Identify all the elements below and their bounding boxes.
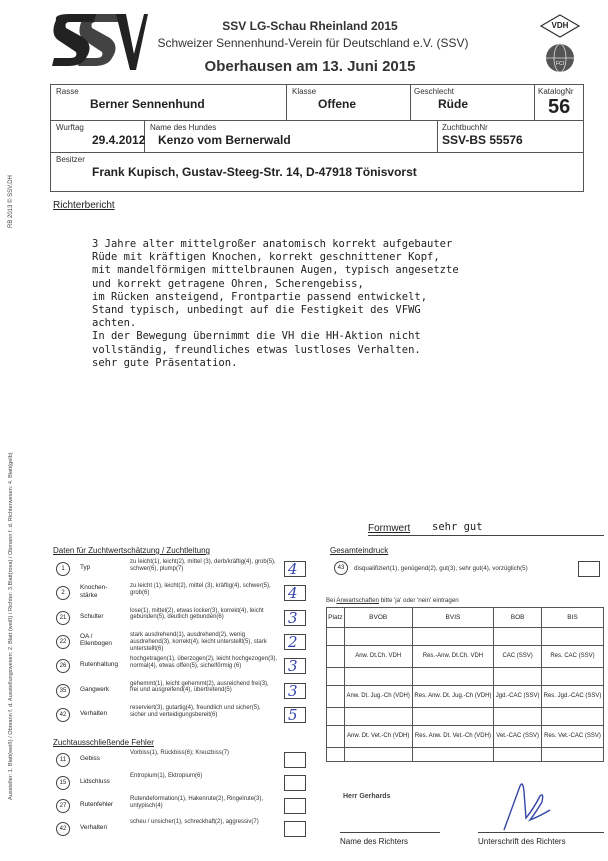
handwritten-mark: 4 <box>288 584 298 603</box>
table-cell[interactable] <box>494 708 542 726</box>
item-label: Lidschluss <box>80 778 110 785</box>
report-line: Stand typisch, unbedingt auf die Festigkeit des VFWG <box>92 304 421 317</box>
ssv-logo <box>50 12 148 74</box>
table-cell: Res.-Anw. Dt.Ch. VDH <box>412 646 494 668</box>
item-options: zu leicht (1), leicht(2), mittel (3), kräftig(4), schwer(5), grob(6) <box>130 583 271 597</box>
item-label: Rutenfehler <box>80 801 114 808</box>
formwert-label: Formwert <box>368 523 411 534</box>
gesamt-title: Gesamteindruck <box>330 546 389 555</box>
item-label: Gebiss <box>80 755 100 762</box>
formwert-line <box>368 535 604 536</box>
divider <box>50 120 584 121</box>
table-cell[interactable] <box>327 708 345 726</box>
table-cell[interactable] <box>541 708 603 726</box>
item-checkbox[interactable] <box>284 585 306 601</box>
table-cell[interactable] <box>412 628 494 646</box>
katalog-label: KatalogNr <box>538 87 574 96</box>
rasse-value: Berner Sennenhund <box>90 97 205 111</box>
item-number: 26 <box>56 659 70 673</box>
zuchtbuch-label: ZuchtbuchNr <box>442 123 488 132</box>
item-checkbox[interactable] <box>284 775 306 791</box>
table-cell[interactable] <box>344 668 412 686</box>
wurftag-label: Wurftag <box>56 123 84 132</box>
name-label: Name des Hundes <box>150 123 217 132</box>
divider <box>534 84 535 120</box>
item-number: 21 <box>56 611 70 625</box>
item-options: Entropium(1), Ektropium(6) <box>130 773 203 779</box>
table-cell[interactable] <box>494 628 542 646</box>
item-number: 2 <box>56 586 70 600</box>
report-line: 3 Jahre alter mittelgroßer anatomisch korrekt aufgebauter <box>92 238 453 250</box>
item-number: 42 <box>56 822 70 836</box>
report-line: In der Bewegung übernimmt die VH die HH-Aktion nicht <box>92 330 421 343</box>
item-label: Verhalten <box>80 824 108 831</box>
item-options: reserviert(3), gutartig(4), freundlich und sicher(5), sicher und verteidigungsbereit(6) <box>130 704 261 718</box>
table-cell: Res. Anw. Dt. Vet.-Ch (VDH) <box>412 726 494 748</box>
item-checkbox[interactable] <box>284 707 306 723</box>
table-cell: Anw. Dt. Vet.-Ch (VDH) <box>344 726 412 748</box>
side-distribution: Aussteller: 1. Blatt(weiß) / Obmann f. d. Ausstellungswesen: 2. Blatt (weiß) / Richter: 3.Blatt(rosa) / Obmann f. d. Richterwesen: 4. Blatt(gelb) <box>8 452 14 800</box>
table-cell[interactable] <box>327 748 345 762</box>
judge-name-label: Name des Richters <box>340 837 409 846</box>
name-value: Kenzo vom Bernerwald <box>158 133 291 147</box>
signature-graphic <box>490 778 570 838</box>
gesamt-number: 43 <box>334 561 348 575</box>
divider <box>50 152 584 153</box>
item-checkbox[interactable] <box>284 683 306 699</box>
table-cell: Vet.-CAC (SSV) <box>494 726 542 748</box>
judge-name-line <box>340 832 440 833</box>
katalog-value: 56 <box>548 96 571 118</box>
table-header: BOB <box>494 608 542 628</box>
item-number: 1 <box>56 562 70 576</box>
item-checkbox[interactable] <box>284 561 306 577</box>
table-cell <box>327 646 345 668</box>
club-name: Schweizer Sennenhund-Verein für Deutschland e.V. (SSV) <box>157 36 469 50</box>
table-cell: Res. Vet.-CAC (SSV) <box>541 726 603 748</box>
item-options: stark ausdrehend(1), ausdrehend(2), wenig ausdrehend(3), korrekt(4), leicht unterstellt(5), stark unterstellt(6) <box>130 631 267 652</box>
side-copyright: RB 2013 © SSV.DH <box>8 175 14 228</box>
vdh-logo: VDH <box>540 14 580 38</box>
report-line: vollständig, freundliches etwas lustloses Verhalten. <box>92 343 421 356</box>
handwritten-mark: 3 <box>288 608 298 627</box>
item-label: Gangwerk <box>80 685 110 693</box>
fehler-title: Zuchtausschließende Fehler <box>53 738 154 747</box>
table-cell <box>327 726 345 748</box>
item-options: Vorbiss(1), Rückbiss(6); Kreuzbiss(7) <box>130 750 230 756</box>
handwritten-mark: 2 <box>288 632 298 651</box>
table-cell[interactable] <box>541 748 603 762</box>
item-label: OA / Ellenbogen <box>80 632 112 648</box>
divider <box>286 84 287 120</box>
item-checkbox[interactable] <box>284 821 306 837</box>
report-text <box>92 238 459 370</box>
table-cell[interactable] <box>412 708 494 726</box>
item-number: 15 <box>56 776 70 790</box>
zuchtbuch-value: SSV-BS 55576 <box>442 133 523 147</box>
item-options: gehemmt(1), leicht gehemmt(2), ausreichend frei(3), frei und ausgreifend(4), übertretend(5) <box>130 680 269 694</box>
item-number: 42 <box>56 708 70 722</box>
klasse-label: Klasse <box>292 87 317 96</box>
table-cell: Res. CAC (SSV) <box>541 646 603 668</box>
show-title: SSV LG-Schau Rheinland 2015 <box>222 19 398 33</box>
report-line: und korrekt getragene Ohren, Scherengebiss, <box>92 277 364 290</box>
table-header: BVOB <box>344 608 412 628</box>
table-cell[interactable] <box>412 748 494 762</box>
table-cell: Anw. Dt. Jug.-Ch (VDH) <box>344 686 412 708</box>
geschlecht-label: Geschlecht <box>414 87 455 96</box>
anwart-note: Bei Anwartschaften bitte 'ja' oder 'nein' eintragen <box>326 597 459 604</box>
item-label: Typ <box>80 564 91 571</box>
item-checkbox[interactable] <box>284 610 306 626</box>
table-header: Platz <box>327 608 345 628</box>
item-number: 27 <box>56 799 70 813</box>
table-cell: CAC (SSV) <box>494 646 542 668</box>
handwritten-mark: 3 <box>288 657 298 676</box>
table-header: BVIS <box>412 608 494 628</box>
table-cell[interactable] <box>494 748 542 762</box>
rasse-label: Rasse <box>56 87 79 96</box>
fci-globe-icon <box>544 42 576 74</box>
table-cell: Anw. Dt.Ch. VDH <box>344 646 412 668</box>
table-header: BIS <box>541 608 603 628</box>
item-checkbox[interactable] <box>284 658 306 674</box>
report-line: im Rücken ansteigend, Frontpartie passend entwickelt, <box>92 290 428 303</box>
item-number: 22 <box>56 635 70 649</box>
divider <box>410 84 411 120</box>
signature-label: Unterschrift des Richters <box>478 837 566 846</box>
divider <box>437 120 438 152</box>
item-options: Rutendeformation(1), Hakenrute(2), Ringelrute(3), untypisch(4) <box>130 796 264 809</box>
report-line: achten. <box>92 317 137 330</box>
anwartschaften-table <box>326 607 604 762</box>
signature-line <box>478 832 604 833</box>
item-label: Schulter <box>80 612 104 620</box>
handwritten-mark: 5 <box>288 705 298 724</box>
table-cell <box>327 686 345 708</box>
table-cell[interactable] <box>344 748 412 762</box>
item-checkbox[interactable] <box>284 752 306 768</box>
item-label: Knochen- stärke <box>80 584 108 599</box>
table-cell[interactable] <box>344 708 412 726</box>
judge-name: Herr Gerhards <box>343 793 391 800</box>
handwritten-mark: 3 <box>288 681 298 700</box>
klasse-value: Offene <box>318 97 357 111</box>
item-number: 35 <box>56 684 70 698</box>
besitzer-value: Frank Kupisch, Gustav-Steeg-Str. 14, D-47918 Tönisvorst <box>92 165 417 179</box>
handwritten-mark: 4 <box>288 560 298 578</box>
item-checkbox[interactable] <box>284 634 306 650</box>
item-options: scheu / unsicher(1), schreckhaft(2), aggressiv(7) <box>130 819 259 825</box>
fci-logo: FCI <box>544 42 576 74</box>
table-cell: Res. Anw. Dt. Jug.-Ch (VDH) <box>412 686 494 708</box>
table-cell[interactable] <box>494 668 542 686</box>
table-cell[interactable] <box>327 628 345 646</box>
table-cell[interactable] <box>327 668 345 686</box>
table-cell[interactable] <box>412 668 494 686</box>
item-options: hochgetragen(1), überzogen(2), leicht hochgezogen(3), normal(4), etwas offen(5), sichelförmig (6) <box>130 656 278 670</box>
gesamt-checkbox[interactable] <box>578 561 600 577</box>
geschlecht-value: Rüde <box>438 97 468 111</box>
table-cell[interactable] <box>541 668 603 686</box>
report-line: Rüde mit kräftigen Knochen, korrekt geschnittener Kopf, <box>92 251 440 264</box>
item-checkbox[interactable] <box>284 798 306 814</box>
item-options: lose(1), mittel(2), etwas locker(3), korrekt(4), leicht gebunden(5), deutlich gebunden(6) <box>130 607 264 621</box>
item-number: 11 <box>56 753 70 767</box>
table-cell[interactable] <box>344 628 412 646</box>
report-line: mit mandelförmigen mittelbraunen Augen, typisch angesetzte <box>92 264 459 277</box>
item-options: zu leicht(1), leicht(2), mittel (3), derb/kräftig(4), grob(5), schwer(6), plump(7) <box>130 559 276 572</box>
daten-title: Daten für Zuchtwertschätzung / Zuchtleitung <box>53 546 210 555</box>
report-line: sehr gute Präsentation. <box>92 356 238 369</box>
besitzer-label: Besitzer <box>56 155 85 164</box>
table-cell: Jgd.-CAC (SSV) <box>494 686 542 708</box>
signature <box>490 778 570 838</box>
report-title: Richterbericht <box>53 200 115 211</box>
show-date: Oberhausen am 13. Juni 2015 <box>204 58 416 75</box>
ssv-logo-graphic <box>50 12 148 74</box>
wurftag-value: 29.4.2012 <box>92 133 146 147</box>
item-label: Verhalten <box>80 709 108 717</box>
table-cell: Res. Jgd.-CAC (SSV) <box>541 686 603 708</box>
formwert-value: sehr gut <box>432 521 483 533</box>
item-label: Rutenhaltung <box>80 661 119 669</box>
table-cell[interactable] <box>541 628 603 646</box>
gesamt-options: disqualifiziert(1), genügend(2), gut(3), sehr gut(4), vorzüglich(5) <box>354 565 528 572</box>
